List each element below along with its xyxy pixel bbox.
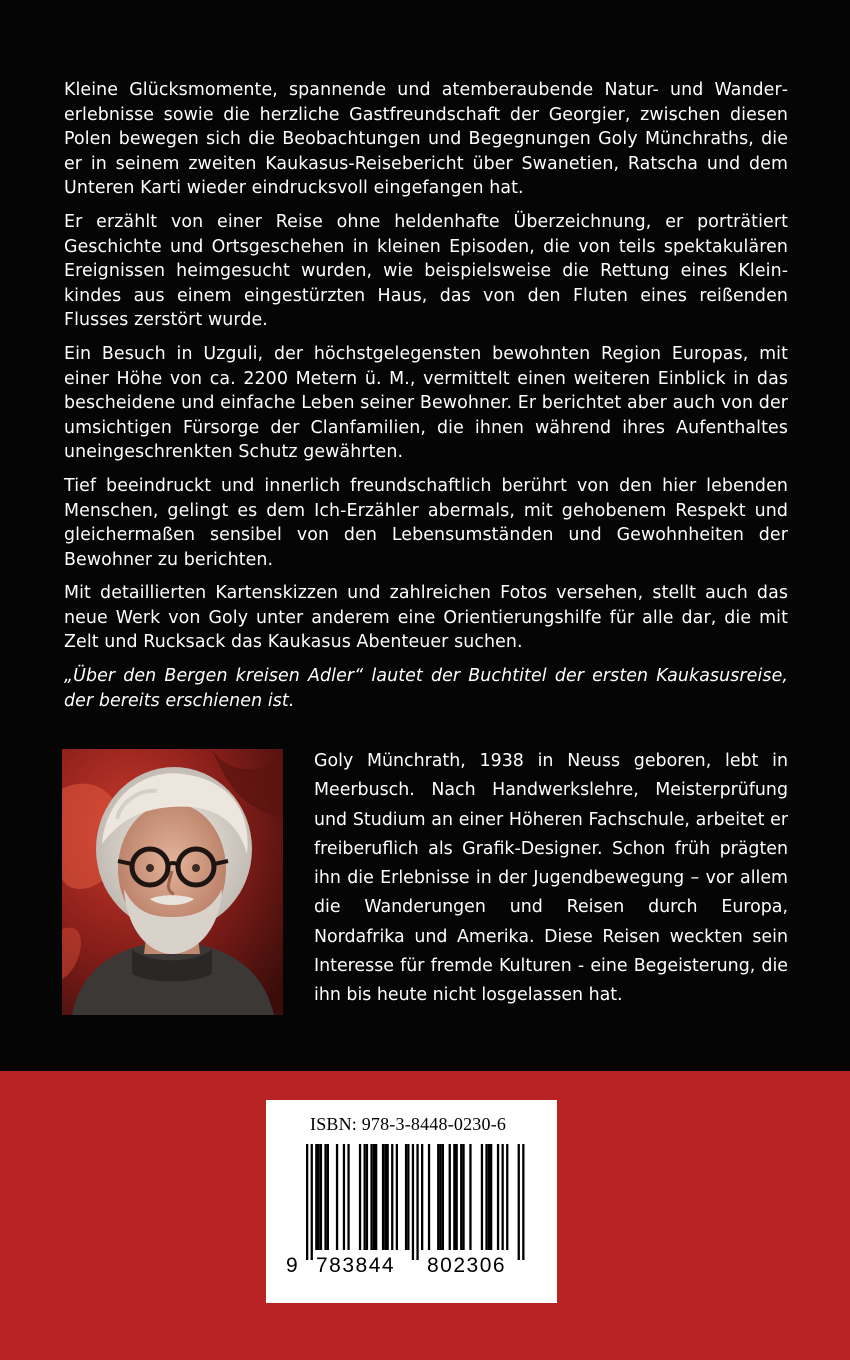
barcode-bar xyxy=(324,1144,326,1250)
barcode-bar xyxy=(370,1144,372,1250)
blurb-paragraph-1: Kleine Glücksmomente, spannende und atemberaubende Natur- und Wandererlebnisse sowie die herzliche Gastfreundschaft der Georgier, zwischen diesen Polen bewegen sich die Beobachtungen und Begegnungen Goly Münchraths, die er in seinem zweiten Kaukasus-Reisebericht über Swanetien, Ratscha und dem Unteren Karti wieder eindrucksvoll eingefangen hat. xyxy=(64,80,788,199)
barcode-bar xyxy=(460,1144,462,1250)
barcode-bar xyxy=(315,1144,317,1250)
barcode-bar xyxy=(347,1144,349,1250)
barcode-bar xyxy=(469,1144,471,1250)
barcode-bar xyxy=(456,1144,458,1250)
barcode-bar xyxy=(506,1144,508,1250)
previous-book-quote: „Über den Bergen kreisen Adler“ lautet der Buchtitel der ersten Kaukasusreise, der bereits erschienen ist. xyxy=(64,666,788,711)
barcode-bar xyxy=(343,1144,345,1250)
barcode-bar xyxy=(502,1144,504,1250)
barcode-bar xyxy=(428,1144,430,1250)
barcode-bar xyxy=(306,1144,308,1260)
barcode-bar xyxy=(522,1144,524,1260)
barcode-bar xyxy=(462,1144,464,1250)
barcode-bar xyxy=(442,1144,444,1250)
barcode-bar xyxy=(336,1144,338,1250)
barcode-bar xyxy=(311,1144,313,1260)
barcode-bar xyxy=(391,1144,393,1250)
barcode-bar xyxy=(320,1144,322,1250)
barcode-bar xyxy=(384,1144,386,1250)
barcode-bar xyxy=(453,1144,455,1250)
barcode-bar xyxy=(382,1144,384,1250)
barcode-bar xyxy=(439,1144,441,1250)
blurb-paragraph-4: Tief beeindruckt und innerlich freundschaftlich berührt von den hier lebenden Menschen, gelingt es dem Ich-Erzähler abermals, mit gehobenem Respekt und gleichermaßen sensibel von den Lebensumständen und Gewohnheiten der Bewohner zu berichten. xyxy=(64,475,788,570)
barcode-bar xyxy=(490,1144,492,1250)
barcode-digits-right: 802306 xyxy=(427,1254,507,1277)
barcode-bar xyxy=(412,1144,414,1260)
barcode-bar xyxy=(359,1144,361,1250)
barcode-bar xyxy=(485,1144,487,1250)
barcode-bar xyxy=(366,1144,368,1250)
barcode-bar xyxy=(375,1144,377,1250)
barcode-bar xyxy=(405,1144,407,1250)
barcode-bar xyxy=(318,1144,320,1250)
barcode-bar xyxy=(387,1144,389,1250)
blurb-paragraph-5: Mit detaillierten Kartenskizzen und zahlreichen Fotos versehen, stellt auch das neue Werk von Goly unter anderem eine Orientierungshilfe für alle dar, die mit Zelt und Rucksack das Kaukasus Abenteuer suchen. xyxy=(64,583,788,653)
barcode-digits-left: 783844 xyxy=(316,1254,396,1277)
barcode-bar xyxy=(488,1144,490,1250)
barcode-bar xyxy=(481,1144,483,1250)
ean13-barcode xyxy=(286,1144,538,1260)
barcode-bar xyxy=(396,1144,398,1250)
barcode-bar xyxy=(407,1144,409,1250)
barcode-bar xyxy=(437,1144,439,1250)
author-portrait-image xyxy=(62,749,283,1015)
barcode-bar xyxy=(416,1144,418,1260)
author-photo xyxy=(62,749,283,1015)
barcode-digit-first: 9 xyxy=(286,1254,298,1277)
barcode-bar xyxy=(449,1144,451,1250)
blurb-paragraph-2: Er erzählt von einer Reise ohne heldenhafte Überzeichnung, er porträtiert Geschichte und Ortsgeschehen in kleinen Episoden, die von teils spektakulären Ereignissen heimgesucht wurden, wie beispielsweise die Rettung eines Kleinkindes aus einem eingestürzten Haus, das von den Fluten eines reißenden Flusses zerstört wurde. xyxy=(64,211,788,331)
barcode-bar xyxy=(497,1144,499,1250)
barcode-bar xyxy=(364,1144,366,1250)
barcode-bar xyxy=(518,1144,520,1260)
blurb-text xyxy=(64,78,788,722)
blurb-paragraph-3: Ein Besuch in Uzguli, der höchstgelegensten bewohnten Region Europas, mit einer Höhe von ca. 2200 Metern ü. M., vermittelt einen weiteren Einblick in das bescheidene und einfache Leben seiner Bewohner. Er berichtet aber auch von der umsichtigen Fürsorge der Clanfamilien, die ihnen während ihres Aufenthaltes uneingeschrenkten Schutz gewährten. xyxy=(64,343,788,463)
barcode-label xyxy=(266,1100,557,1303)
isbn-text: ISBN: 978-3-8448-0230-6 xyxy=(310,1114,507,1134)
barcode-bar xyxy=(327,1144,329,1250)
barcode-bar xyxy=(373,1144,375,1250)
barcode-bar xyxy=(421,1144,423,1250)
author-bio: Goly Münchrath, 1938 in Neuss geboren, lebt in Meerbusch. Nach Handwerkslehre, Meisterprüfung und Studium an einer Höheren Fachschule, arbeitet er freiberuflich als Grafik-Designer. Schon früh prägten ihn die Erlebnisse in der Jugendbewegung – vor allem die Wanderungen und Reisen durch Europa, Nordafrika und Amerika. Diese Reisen weckten sein Interesse für fremde Kulturen - eine Begeisterung, die ihn bis heute nicht losgelassen hat. xyxy=(314,751,788,1006)
